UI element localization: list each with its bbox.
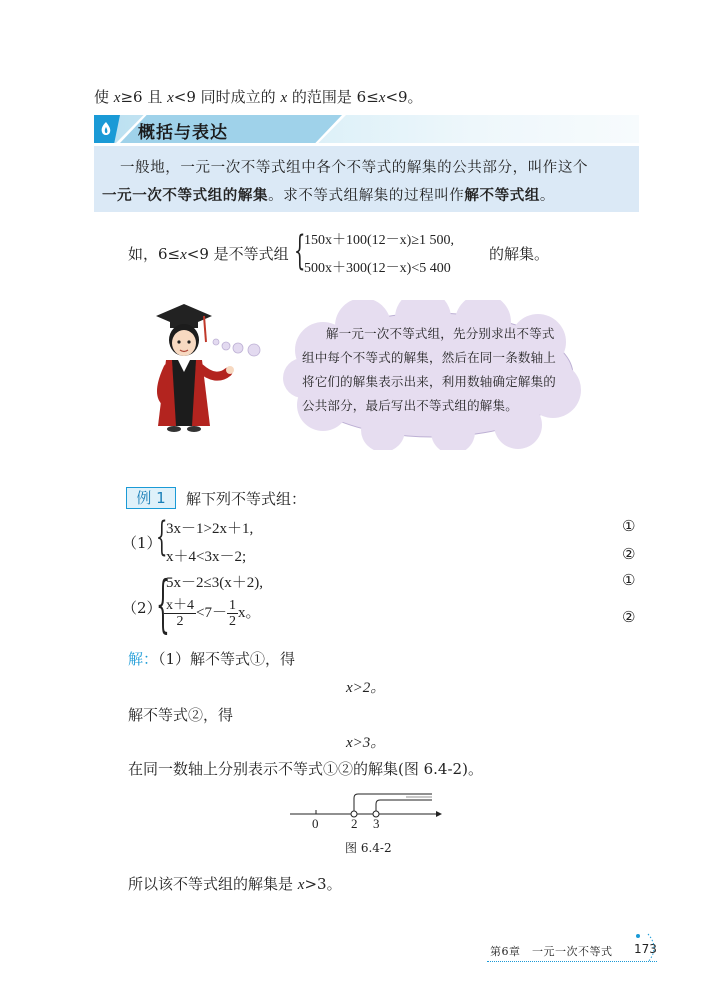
definition-line-2: 一元一次不等式组的解集。求不等式组解集的过程叫作解不等式组。 [102, 188, 556, 204]
example-intro-end: 的解集。 [489, 245, 550, 263]
solution-step-1: 解：（1）解不等式①，得 [128, 650, 296, 668]
graduate-illustration [134, 298, 284, 438]
axis-label-3: 3 [373, 816, 380, 831]
solution-ray-2 [376, 800, 432, 811]
problem-2-number: （2） [122, 599, 162, 617]
solution-ray-1 [354, 794, 432, 811]
problem-1-row-2: x＋4<3x－2; [166, 549, 247, 565]
example-label: 例 1 [126, 487, 176, 509]
solution-step-2: 解不等式②，得 [128, 706, 234, 724]
marker-1a: ① [622, 517, 636, 535]
solution-result-2: x>3。 [346, 735, 386, 751]
problem-1-number: （1） [122, 534, 162, 552]
marker-1b: ① [622, 571, 636, 589]
axis-arrow [436, 811, 442, 817]
page-number-arc [630, 930, 660, 966]
definition-line-1: 一般地，一元一次不等式组中各个不等式的解集的公共部分，叫作这个 [120, 160, 589, 176]
system-row-1: 150x＋100(12－x)≥1 500, [304, 233, 455, 248]
footer-chapter: 第6章 一元一次不等式 [490, 945, 613, 958]
problem-2-row-1: 5x－2≤3(x＋2), [166, 575, 263, 591]
marker-2a: ② [622, 545, 636, 563]
bubble-text: 解一元一次不等式组，先分别求出不等式 组中每个不等式的解集，然后在同一条数轴上 将它们的解集表示出来，利用数轴确定解集的 公共部分，最后写出不等式组的解集。 [302, 326, 557, 413]
example-prompt: 解下列不等式组： [186, 490, 307, 508]
conclusion: 所以该不等式组的解集是 x>3。 [128, 875, 342, 893]
solution-result-1: x>2。 [346, 680, 386, 696]
axis-label-0: 0 [312, 816, 319, 831]
solution-label: 解： [128, 650, 159, 668]
section-header [94, 112, 639, 144]
problem-1-row-1: 3x－1>2x＋1, [166, 521, 254, 537]
problem-1-brace: { [156, 514, 168, 560]
number-line-figure [286, 788, 446, 836]
solution-step-3: 在同一数轴上分别表示不等式①②的解集(图 6.4-2)。 [128, 760, 483, 778]
problem-2-row-2: $\frac{x+4}{2}$ <7－ $\frac{1}{2}$ x。 [166, 598, 261, 629]
marker-2b: ② [622, 608, 636, 626]
page-number: 173 [634, 942, 657, 956]
intro-sentence: 使 x≥6 且 x<9 同时成立的 x 的范围是 6≤x<9。 [94, 88, 423, 106]
figure-caption: 图 6.4-2 [345, 841, 392, 855]
term-solve-system: 解不等式组 [464, 188, 540, 204]
example-intro: 如，6≤x<9 是不等式组 [128, 245, 289, 263]
axis-label-2: 2 [351, 816, 358, 831]
problem-2-brace: { [156, 567, 170, 640]
system-row-2: 500x＋300(12－x)<5 400 [304, 261, 451, 276]
section-title: 概括与表达 [138, 123, 228, 143]
system-brace: { [294, 228, 306, 274]
term-solution-set: 一元一次不等式组的解集 [102, 188, 269, 204]
definition-box [94, 146, 639, 212]
